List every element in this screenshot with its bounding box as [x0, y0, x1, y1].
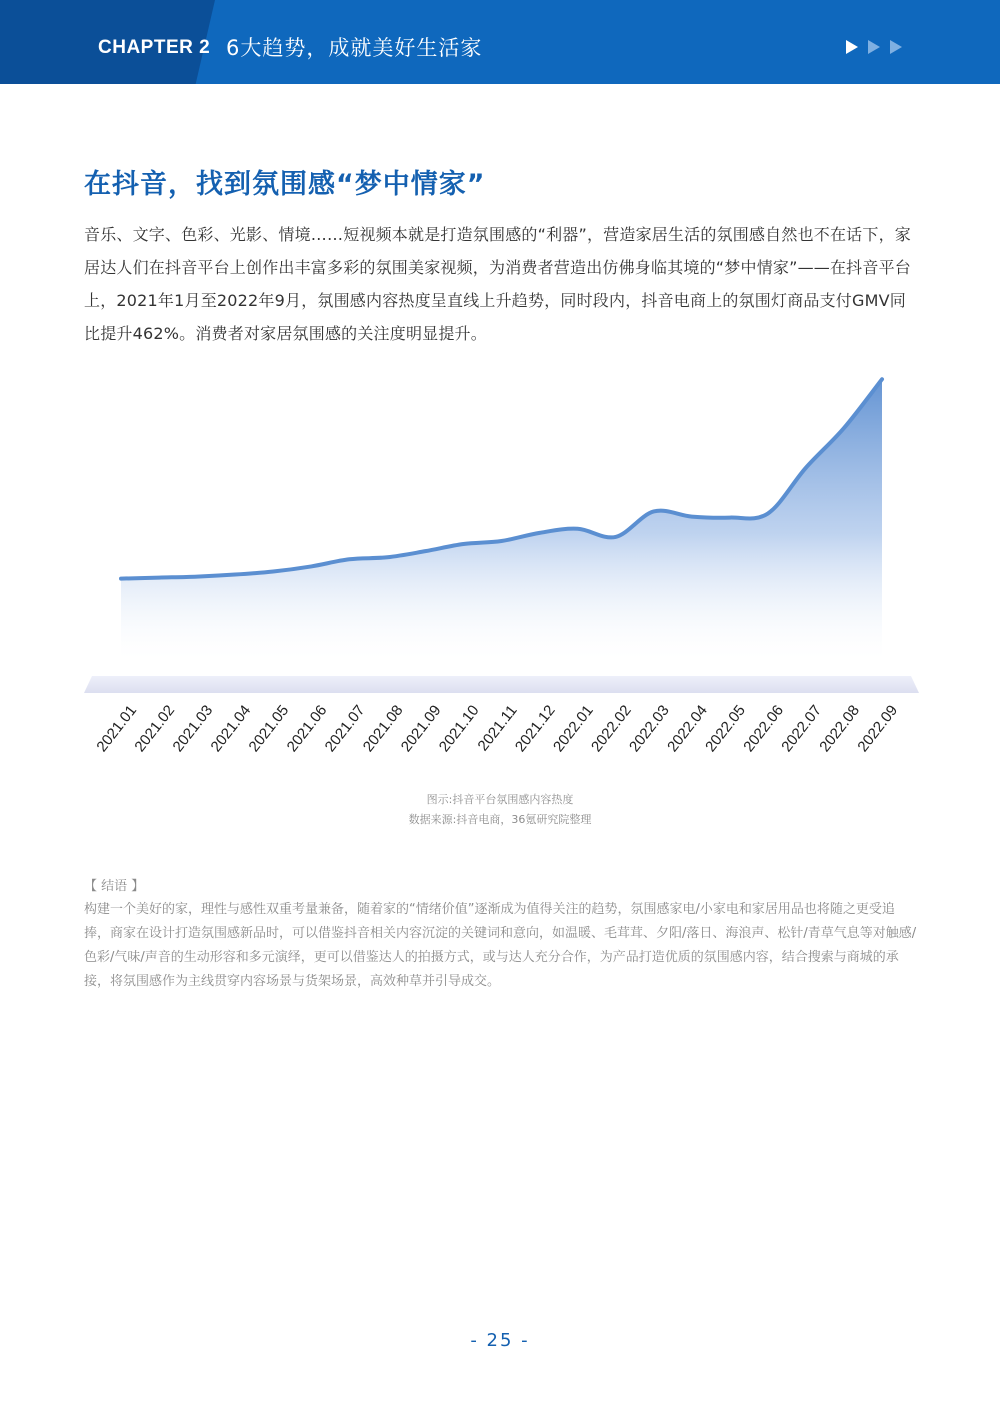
x-tick-label: 2021.11 [474, 701, 521, 755]
data-point-2021.11 [500, 539, 504, 543]
chart-source: 数据来源:抖音电商，36氪研究院整理 [408, 813, 592, 826]
data-point-2021.01 [119, 577, 123, 581]
x-tick-label: 2021.06 [283, 701, 331, 756]
data-point-2021.10 [461, 542, 465, 546]
chapter-topic: 6大趋势，成就美好生活家 [226, 36, 483, 60]
data-point-2022.09 [880, 377, 884, 381]
page-number: - 25 - [470, 1330, 530, 1351]
data-point-2021.12 [538, 531, 542, 535]
x-tick-label: 2021.12 [511, 701, 559, 756]
x-tick-label: 2021.04 [207, 701, 255, 756]
play-arrow-icon [867, 40, 881, 54]
x-tick-label: 2021.02 [131, 701, 179, 756]
data-point-2021.03 [195, 575, 199, 579]
intro-paragraph: 音乐、文字、色彩、光影、情境……短视频本就是打造氛围感的“利器”，营造家居生活的氛围感自然也不在话下，家居达人们在抖音平台上创作出丰富多彩的氛围美家视频，为消费者营造出仿佛身临其境的“梦中情家”——在抖音平台上，2021年1月至2022年9月，氛围感内容热度呈直线上升趋势，同时段内，抖音电商上的氛围灯商品支付GMV同比提升462%。消费者对家居氛围感的关注度明显提升。 [84, 225, 911, 343]
x-tick-label: 2021.07 [321, 701, 369, 756]
x-tick-label: 2021.09 [397, 701, 445, 756]
data-point-2021.02 [157, 576, 161, 580]
section-title: 在抖音，找到氛围感“梦中情家” [84, 169, 486, 200]
chart-canvas [84, 365, 919, 770]
data-point-2022.07 [804, 466, 808, 470]
x-tick-label: 2022.06 [740, 701, 788, 756]
data-point-2021.05 [271, 570, 275, 574]
x-tick-label: 2021.05 [245, 701, 293, 756]
x-tick-label: 2021.08 [359, 701, 407, 756]
heat-trend-chart [84, 365, 919, 770]
x-axis-tick-labels [93, 702, 901, 755]
play-arrow-icon [889, 40, 903, 54]
data-point-2021.09 [423, 549, 427, 553]
data-point-2022.01 [576, 527, 580, 531]
x-tick-label: 2021.10 [435, 701, 483, 756]
x-tick-label: 2022.05 [702, 701, 749, 756]
x-tick-label: 2022.02 [588, 701, 635, 756]
conclusion-heading: 【 结语 】 [84, 879, 145, 894]
play-arrow-icon [845, 40, 859, 54]
data-point-2022.06 [766, 512, 770, 516]
data-point-2021.04 [233, 573, 237, 577]
x-tick-label: 2021.03 [169, 701, 217, 756]
x-tick-label: 2022.09 [854, 701, 902, 756]
data-point-2022.04 [690, 515, 694, 519]
x-tick-label: 2021.01 [93, 701, 141, 756]
data-point-2021.08 [385, 555, 389, 559]
x-tick-label: 2022.03 [626, 701, 673, 756]
data-point-2021.07 [347, 557, 351, 561]
chapter-label: CHAPTER 2 [98, 37, 211, 58]
chart-title: 图示:抖音平台氛围感内容热度 [426, 793, 574, 806]
data-point-2022.03 [652, 509, 656, 513]
data-point-2021.06 [309, 564, 313, 568]
x-tick-label: 2022.01 [549, 701, 597, 756]
area-fill [121, 379, 882, 660]
x-tick-label: 2022.08 [816, 701, 864, 756]
x-tick-label: 2022.04 [664, 701, 711, 756]
data-point-2022.08 [842, 426, 846, 430]
x-tick-label: 2022.07 [778, 701, 826, 756]
conclusion-paragraph: 构建一个美好的家，理性与感性双重考量兼备，随着家的“情绪价值”逐渐成为值得关注的趋势，氛围感家电/小家电和家居用品也将随之更受追捧，商家在设计打造氛围感新品时，可以借鉴抖音相关内容沉淀的关键词和意向，如温暖、毛茸茸、夕阳/落日、海浪声、松针/青草气息等对触感/色彩/气味/声音的生动形容和多元演绎，更可以借鉴达人的拍摄方式，或与达人充分合作，为产品打造优质的氛围感内容，结合搜索与商城的承接，将氛围感作为主线贯穿内容场景与货架场景，高效种草并引导成交。 [84, 902, 917, 989]
chart-base-plate [84, 676, 919, 693]
data-point-2022.02 [614, 535, 618, 539]
chapter-header-bar [0, 0, 1000, 84]
data-point-2022.05 [728, 516, 732, 520]
